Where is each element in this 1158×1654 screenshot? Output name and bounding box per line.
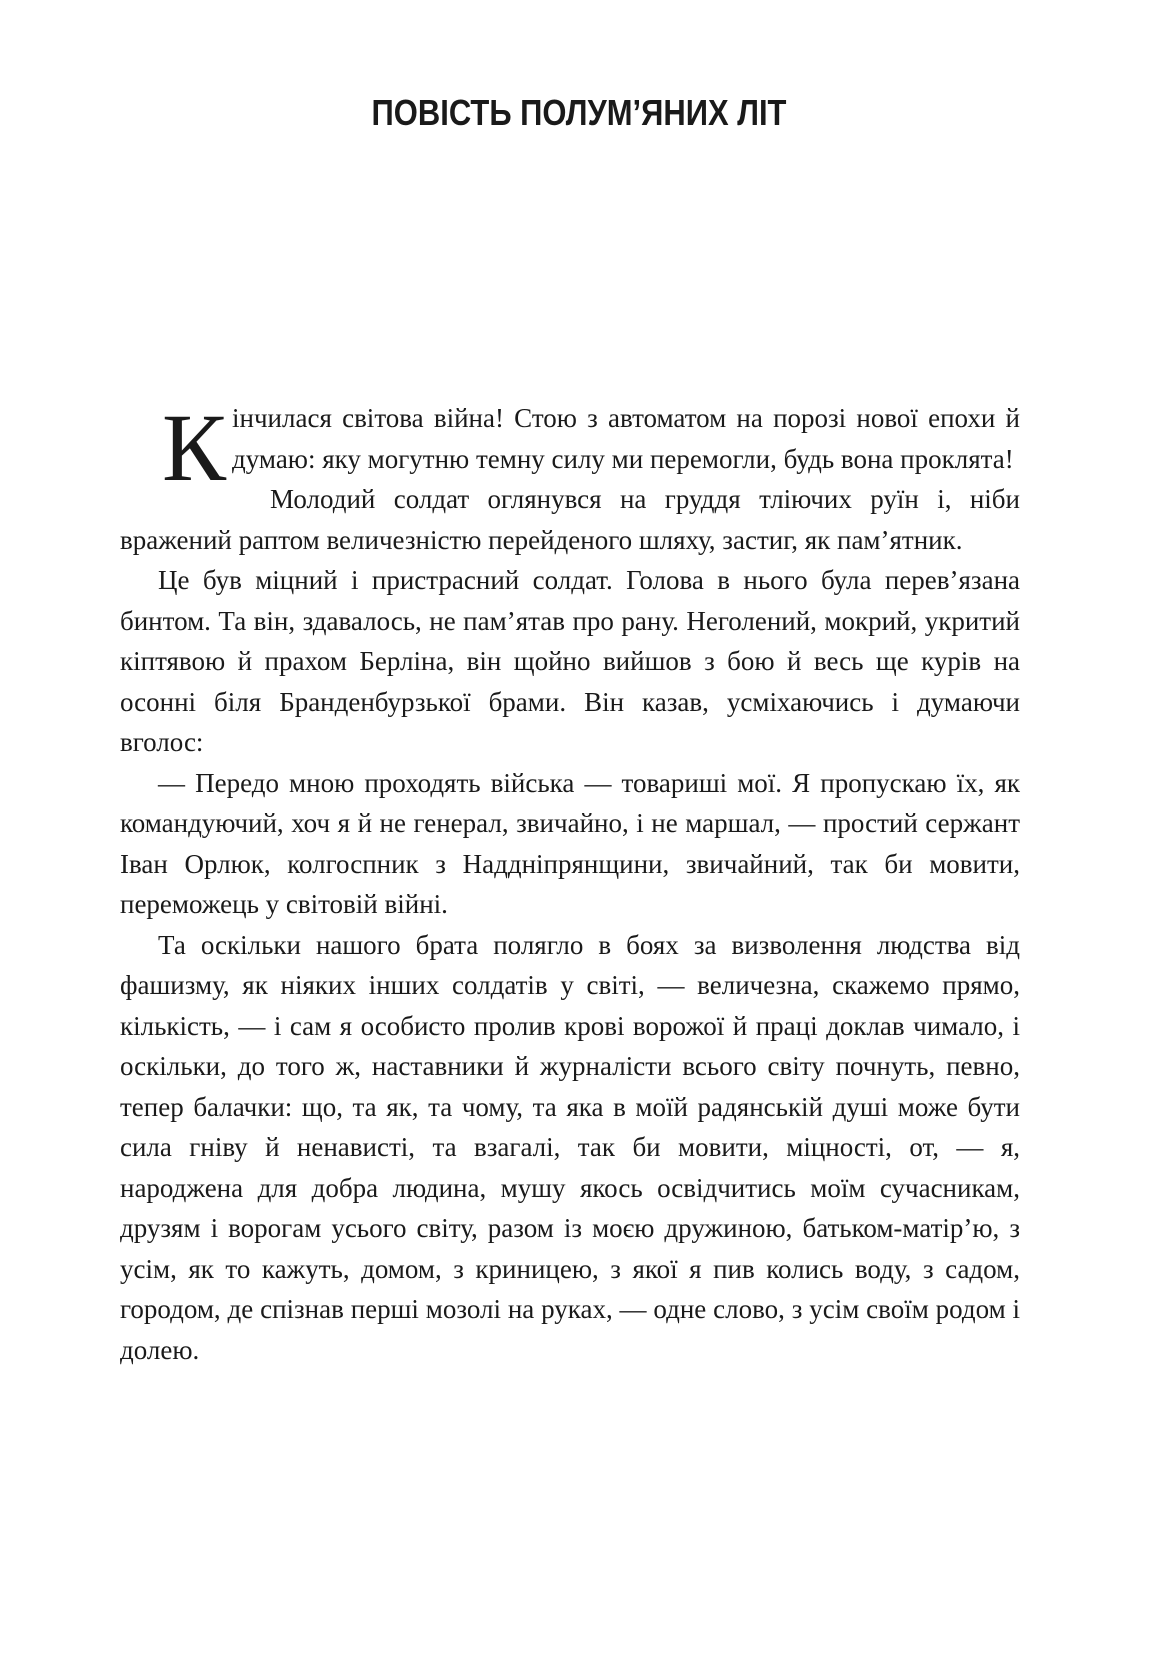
paragraph-5: Та оскільки нашого брата полягло в боях за визволення людства від фашизму, як ніяких інших солдатів у світі, — величезна, скажемо прямо, кількість, — і сам я особисто пролив крові ворожої й праці доклав чимало, і оскільки, до того ж, наставники й журналісти всього світу почнуть, певно, тепер балачки: що, та як, та чому, та яка в моїй радянській душі може бути сила гніву й ненависті, та взагалі, так би мовити, міцності, от, — я, народжена для добра людина, мушу якось освідчитись моїм сучасникам, друзям і ворогам усього світу, разом із моєю дружиною, батьком-матір’ю, з усім, як то кажуть, домом, з криницею, з якої я пив колись воду, з садом, городом, де спізнав перші мозолі на руках, — одне слово, з усім своїм родом і долею. bbox=[120, 929, 1020, 1365]
body-text bbox=[120, 394, 1020, 1370]
paragraph-4: — Передо мною проходять війська — товариші мої. Я пропускаю їх, як командуючий, хоч я й не генерал, звичайно, і не маршал, — простий сержант Іван Орлюк, колгоспник з Наддніпрянщини, звичайний, так би мовити, переможець у світовій війні. bbox=[120, 767, 1020, 919]
paragraph-1 bbox=[120, 394, 1020, 501]
page-title: ПОВІСТЬ ПОЛУМ’ЯНИХ ЛІТ bbox=[371, 92, 787, 133]
drop-cap: К bbox=[162, 394, 227, 501]
paragraph-2: Молодий солдат оглянувся на груддя тліючих руїн і, ніби вражений раптом величезністю перейденого шляху, застиг, як пам’ятник. bbox=[120, 484, 1020, 555]
paragraph-3: Це був міцний і пристрасний солдат. Голова в нього була перев’язана бинтом. Та він, здавалось, не пам’ятав про рану. Неголений, мокрий, укритий кіптявою й прахом Берліна, він щойно вийшов з бою й весь ще курів на осонні біля Бранденбурзької брами. Він казав, усміхаючись і думаючи вголос: bbox=[120, 565, 1020, 757]
paragraph-1-text: інчилася світова війна! Стою з автоматом на порозі нової епохи й думаю: яку могутню темну силу ми перемогли, будь вона проклята! bbox=[232, 403, 1020, 474]
